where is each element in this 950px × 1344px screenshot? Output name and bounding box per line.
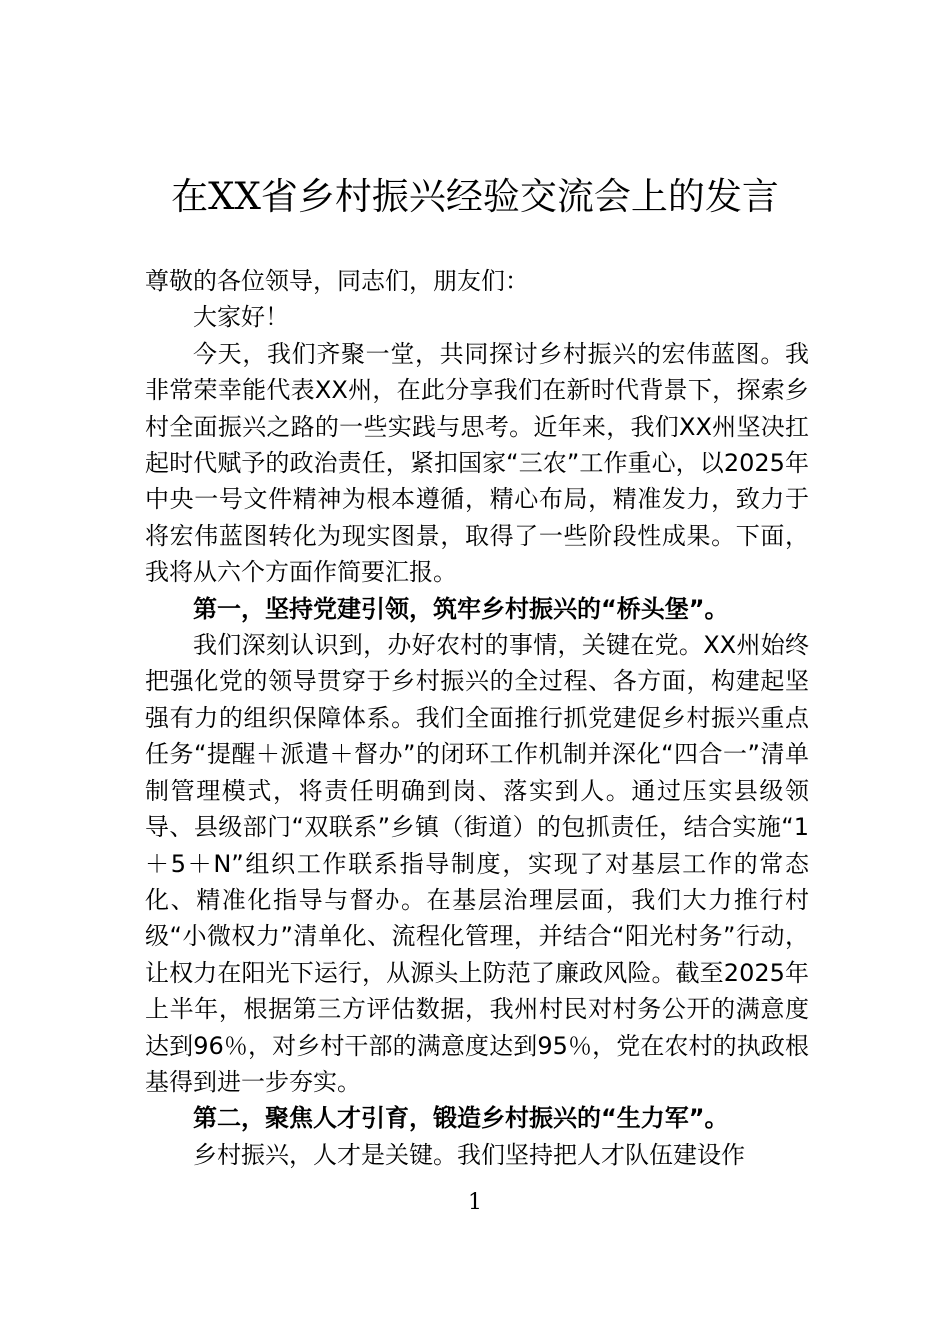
- page-title: 在XX省乡村振兴经验交流会上的发言: [171, 175, 779, 218]
- paragraph-section-2: 乡村振兴，人才是关键。我们坚持把人才队伍建设作: [193, 1140, 745, 1169]
- salutation: 尊敬的各位领导，同志们，朋友们：: [145, 267, 529, 295]
- section-heading-2: 第二，聚焦人才引育，锻造乡村振兴的“生力军”。: [193, 1104, 729, 1133]
- page-number: 1: [468, 1190, 482, 1215]
- greeting: 大家好！: [193, 303, 289, 332]
- document-body: [145, 263, 809, 1173]
- section-heading-1: 第一，坚持党建引领，筑牢乡村振兴的“桥头堡”。: [193, 594, 729, 623]
- paragraph-intro: 今天，我们齐聚一堂，共同探讨乡村振兴的宏伟蓝图。我非常荣幸能代表XX州，在此分享我们在新时代背景下，探索乡村全面振兴之路的一些实践与思考。近年来，我们XX州坚决扛起时代赋予的政治责任，紧扣国家“三农”工作重心，以2025年中央一号文件精神为根本遵循，精心布局，精准发力，致力于将宏伟蓝图转化为现实图景，取得了一些阶段性成果。下面，我将从六个方面作简要汇报。: [145, 339, 809, 587]
- paragraph-section-1: 我们深刻认识到，办好农村的事情，关键在党。XX州始终把强化党的领导贯穿于乡村振兴的全过程、各方面，构建起坚强有力的组织保障体系。我们全面推行抓党建促乡村振兴重点任务“提醒＋派遣＋督办”的闭环工作机制并深化“四合一”清单制管理模式，将责任明确到岗、落实到人。通过压实县级领导、县级部门“双联系”乡镇（街道）的包抓责任，结合实施“1＋5＋N”组织工作联系指导制度，实现了对基层工作的常态化、精准化指导与督办。在基层治理层面，我们大力推行村级“小微权力”清单化、流程化管理，并结合“阳光村务”行动，让权力在阳光下运行，从源头上防范了廉政风险。截至2025年上半年，根据第三方评估数据，我州村民对村务公开的满意度达到96％，对乡村干部的满意度达到95％，党在农村的执政根基得到进一步夯实。: [145, 631, 809, 1096]
